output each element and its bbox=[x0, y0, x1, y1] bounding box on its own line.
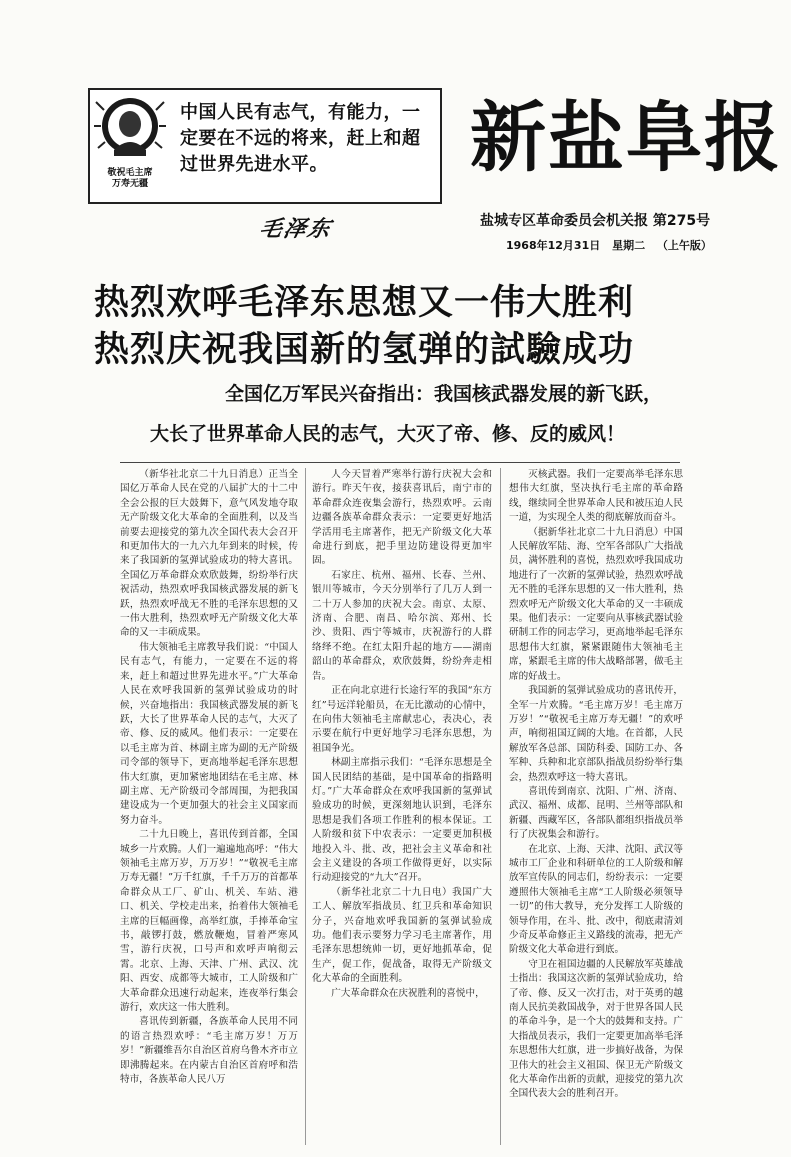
caption-line-1: 敬祝毛主席 bbox=[107, 168, 153, 178]
article-paragraph: 石家庄、杭州、福州、长春、兰州、银川等城市，今天分别举行了几万人到一二十万人参加的庆祝大会。南京、太原、济南、合肥、南昌、哈尔滨、郑州、长沙、贵阳、西宁等城市，庆祝游行的人群络绎不绝。在红太阳升起的地方——湖南韶山的革命群众，欢欣鼓舞，纷纷奔走相告。 bbox=[312, 569, 492, 682]
quotation-box bbox=[168, 88, 442, 204]
signature: 毛泽东 bbox=[256, 216, 335, 242]
article-column-2 bbox=[312, 468, 492, 1147]
divider bbox=[120, 462, 680, 463]
caption-line-2: 万寿无疆 bbox=[111, 179, 148, 189]
article-column-1 bbox=[120, 468, 298, 1147]
portrait-caption bbox=[90, 168, 170, 190]
issue-weekday: 星期二 bbox=[612, 239, 646, 252]
article-paragraph: 喜讯传到新疆，各族革命人民用不同的语言热烈欢呼：“毛主席万岁！万万岁！”新疆维吾尔自治区首府乌鲁木齐市立即沸腾起来。在内蒙古自治区首府呼和浩特市，各族革命人民八万 bbox=[120, 1016, 298, 1086]
article-paragraph: 广大革命群众在庆祝胜利的喜悦中， bbox=[331, 987, 485, 999]
issue-edition: （上午版） bbox=[656, 239, 712, 252]
article-paragraph: 二十九日晚上，喜讯传到首都，全国城乡一片欢腾。人们一遍遍地高呼：“伟大领袖毛主席万岁，万万岁！”“敬祝毛主席万寿无疆！”万千红旗，千千万万的首都革命群众从工厂、矿山、机关、车站、港口、机关、学校走出来，抬着伟大领袖毛主席的巨幅画像，高举红旗，手捧革命宝书，敲锣打鼓，燃放鞭炮，冒着严寒风雪，游行庆祝，口号声和欢呼声响彻云霄。北京、上海、天津、广州、武汉、沈阳、西安、成都等大城市，工人阶级和广大革命群众迅速行动起来，连夜举行集会游行，欢庆这一伟大胜利。 bbox=[120, 829, 298, 1014]
article-paragraph: 喜讯传到南京、沈阳、广州、济南、武汉、福州、成都、昆明、兰州等部队和新疆、西藏军区，各部队都组织指战员举行了庆祝集会和游行。 bbox=[509, 785, 683, 841]
article-paragraph: 在北京、上海、天津、沈阳、武汉等城市工厂企业和科研单位的工人阶级和解放军宣传队的同志们，纷纷表示：一定要遵照伟大领袖毛主席“工人阶级必须领导一切”的伟大教导，充分发挥工人阶级的领导作用，在斗、批、改中，彻底肃清刘少奇反革命修正主义路线的流毒，把无产阶级文化大革命进行到底。 bbox=[509, 843, 683, 956]
headline-2: 热烈庆祝我国新的氢弹的試驗成功 bbox=[94, 330, 635, 370]
article-paragraph: （据新华社北京二十九日消息）中国人民解放军陆、海、空军各部队广大指战员，满怀胜利的喜悦，热烈欢呼我国成功地进行了一次新的氢弹试验，热烈欢呼战无不胜的毛泽东思想的又一伟大胜利，热烈欢呼无产阶级文化大革命的又一丰硕成果。他们表示：一定要向从事核武器试验研制工作的同志学习，更高地举起毛泽东思想伟大红旗，紧紧跟随伟大领袖毛主席，紧跟毛主席的伟大战略部署，做毛主席的好战士。 bbox=[509, 526, 683, 682]
article-paragraph: （新华社北京二十九日电）我国广大工人、解放军指战员、红卫兵和革命知识分子，兴奋地欢呼我国新的氢弹试验成功。他们表示要努力学习毛主席著作，用毛泽东思想统帅一切，更好地抓革命，促生产，促工作，促战备，取得无产阶级文化大革命的全面胜利。 bbox=[312, 886, 492, 985]
article-paragraph: 林副主席指示我们：“毛泽东思想是全国人民团结的基础，是中国革命的指路明灯。”广大革命群众在欢呼我国新的氢弹试验成功的时候，更深刻地认识到，毛泽东思想是我们各项工作胜利的根本保证。工人阶级和贫下中农表示：一定要更加积极地投入斗、批、改，把社会主义革命和社会主义建设的各项工作做得更好，以实际行动迎接党的“九大”召开。 bbox=[312, 757, 492, 884]
quotation-text: 中国人民有志气，有能力，一定要在不远的将来，赶上和超过世界先进水平。 bbox=[180, 102, 421, 175]
article-paragraph: 伟大领袖毛主席教导我们说：“中国人民有志气，有能力，一定要在不远的将来，赶上和超过世界先进水平。”广大革命人民在欢呼我国新的氢弹试验成功的时候，兴奋地指出：我国核武器发展的新飞跃，大长了世界革命人民的志气，大灭了帝、修、反的威风。他们表示：一定要在以毛主席为首、林副主席为副的无产阶级司令部的领导下，更高地举起毛泽东思想伟大红旗，更加紧密地团结在毛主席、林副主席、无产阶级司令部周围，为把我国建设成为一个更加强大的社会主义国家而努力奋斗。 bbox=[120, 641, 298, 826]
subheadline-1: 全国亿万军民兴奋指出：我国核武器发展的新飞跃， bbox=[225, 383, 663, 405]
newspaper-title: 新盐阜报 bbox=[470, 93, 782, 182]
article-paragraph: （新华社北京二十九日消息）正当全国亿万革命人民在党的八届扩大的十二中全会公报的巨大鼓舞下，意气风发地夺取无产阶级文化大革命的全面胜利，以及当前要去迎接党的第九次全国代表大会召开和更加伟大的一九六九年到来的时候，传来了我国新的氢弹试验成功的特大喜讯。全国亿万革命群众欢欣鼓舞，纷纷举行庆祝活动，热烈欢呼我国核武器发展的新飞跃，热烈欢呼战无不胜的毛泽东思想的又一伟大胜利，热烈欢呼无产阶级文化大革命的又一丰硕成果。 bbox=[120, 469, 298, 639]
mao-portrait-badge bbox=[88, 88, 172, 204]
column-divider bbox=[500, 468, 501, 1145]
headline-1: 热烈欢呼毛泽东思想又一伟大胜利 bbox=[94, 283, 635, 323]
article-paragraph: 守卫在祖国边疆的人民解放军英雄战士指出：我国这次新的氢弹试验成功，给了帝、修、反又一次打击，对于英勇的越南人民抗美救国战争，对于世界各国人民的革命斗争，是一个大的鼓舞和支持。广大指战员表示，我们一定要更加高举毛泽东思想伟大红旗，进一步搞好战备，为保卫伟大的社会主义祖国、保卫无产阶级文化大革命作出新的贡献，迎接党的第九次全国代表大会的胜利召开。 bbox=[509, 958, 683, 1100]
issue-date: 1968年12月31日 bbox=[506, 239, 601, 252]
article-paragraph: 人今天冒着严寒举行游行庆祝大会和游行。昨天午夜，接获喜讯后，南宁市的革命群众连夜集会游行，热烈欢呼。云南边疆各族革命群众表示：一定要更好地活学活用毛主席著作，把无产阶级文化大革命进行到底，把手里边防建设得更加牢固。 bbox=[312, 469, 492, 567]
article-paragraph: 灭核武器。我们一定要高举毛泽东思想伟大红旗，坚决执行毛主席的革命路线，继续同全世界革命人民和被压迫人民一道，为实现全人类的彻底解放而奋斗。 bbox=[509, 469, 683, 524]
publisher-line: 盐城专区革命委员会机关报 第275号 bbox=[480, 213, 711, 229]
article-paragraph: 正在向北京进行长途行军的我国“东方红”号远洋轮船员，在无比激动的心情中，在向伟大领袖毛主席献忠心，表决心，表示要在航行中更好地学习毛泽东思想，为祖国争光。 bbox=[312, 685, 492, 754]
column-divider bbox=[305, 468, 306, 1145]
subheadline-2: 大长了世界革命人民的志气，大灭了帝、修、反的威风！ bbox=[150, 423, 626, 445]
article-column-3 bbox=[509, 468, 683, 1147]
dateline bbox=[506, 237, 720, 253]
article-paragraph: 我国新的氢弹试验成功的喜讯传开，全军一片欢腾。“毛主席万岁！毛主席万万岁！”“敬祝毛主席万寿无疆！”的欢呼声，响彻祖国辽阔的大地。在首都，人民解放军各总部、国防科委、国防工办、各军种、兵种和北京部队指战员纷纷举行集会，热烈欢呼这一特大喜讯。 bbox=[509, 685, 683, 783]
